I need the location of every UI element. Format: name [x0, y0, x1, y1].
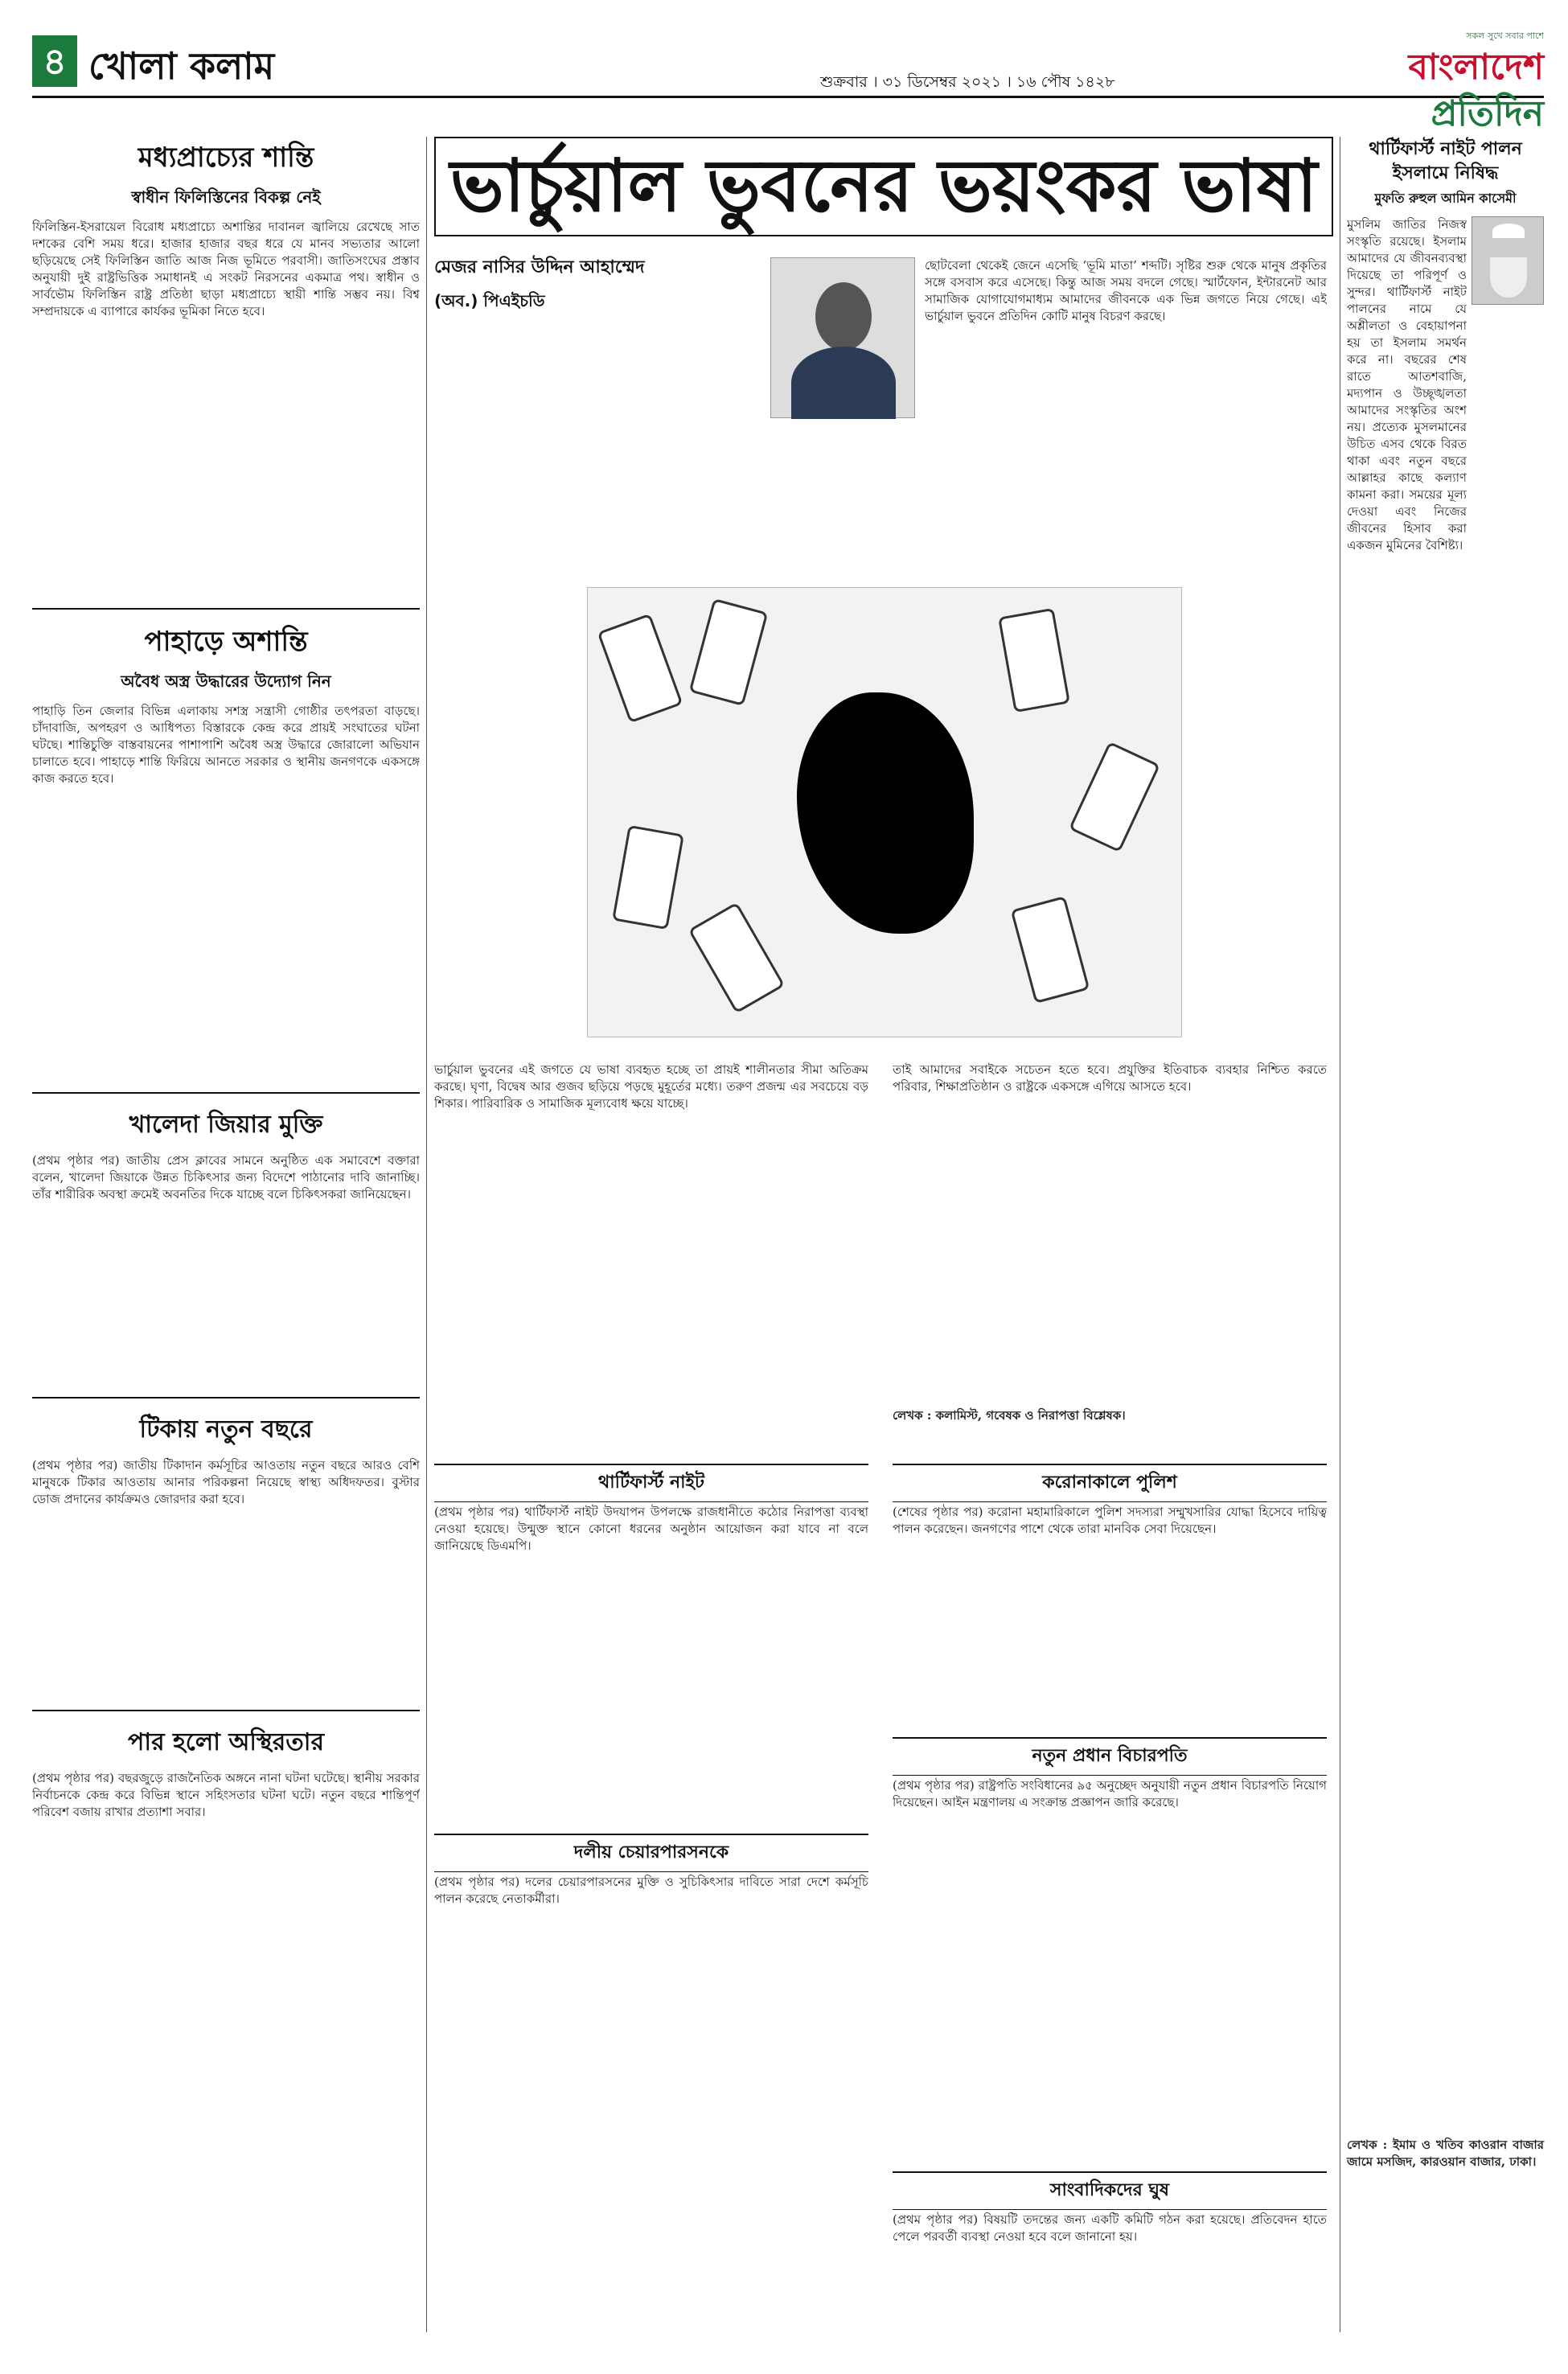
author-note: লেখক : ইমাম ও খতিব কাওরান বাজার জামে মসজিদ, কারওয়ান বাজার, ঢাকা। — [1347, 2138, 1544, 2169]
article-title: পাহাড়ে অশান্তি — [144, 626, 308, 658]
article-body: (প্রথম পৃষ্ঠার পর) থার্টিফার্স্ট নাইট উদযাপন উপলক্ষে রাজধানীতে কঠোর নিরাপত্তা ব্যবস্থা নেওয়া হয়েছে। উন্মুক্ত স্থানে কোনো ধরনের অনুষ্ঠান আয়োজন করা যাবে না বলে জানিয়েছে ডিএমপি। — [434, 1505, 868, 1553]
author-photo — [770, 257, 915, 418]
article-body: (শেষের পৃষ্ঠার পর) করোনা মহামারিকালে পুলিশ সদস্যরা সম্মুখসারির যোদ্ধা হিসেবে দায়িত্ব পালন করেছেন। জনগণের পাশে থেকে তারা মানবিক সেবা দিয়েছেন। — [893, 1505, 1327, 1536]
article-title: পার হলো অস্থিরতার — [128, 1728, 324, 1756]
divider — [32, 608, 420, 610]
logo-text: বাংলাদেশ প্রতিদিন — [1408, 47, 1544, 134]
phone-icon — [597, 614, 683, 724]
article-body: (প্রথম পৃষ্ঠার পর) দলের চেয়ারপারসনের মুক্তি ও সুচিকিৎসার দাবিতে সারা দেশে কর্মসূচি পালন করেছে নেতাকর্মীরা। — [434, 1875, 868, 1906]
main-headline: ভার্চুয়াল ভুবনের ভয়ংকর ভাষা — [434, 137, 1333, 236]
article-body: মুসলিম জাতির নিজস্ব সংস্কৃতি রয়েছে। ইসলাম আমাদের যে জীবনব্যবস্থা দিয়েছে তা পরিপূর্ণ ও সুন্দর। থার্টিফার্স্ট নাইট পালনের নামে যে অশ্লীলতা ও বেহায়াপনা হয় তা ইসলাম সমর্থন করে না। বছরের শেষ রাতে আতশবাজি, মদ্যপান ও উচ্ছৃঙ্খলতা আমাদের সংস্কৃতির অংশ নয়। প্রত্যেক মুসলমানের উচিত এসব থেকে বিরত থাকা এবং নতুন বছরে আল্লাহর কাছে কল্যাণ কামনা করা। সময়ের মূল্য দেওয়া এবং নিজের জীবনের হিসাব করা একজন মুমিনের বৈশিষ্ট্য। — [1347, 217, 1467, 552]
main-column — [434, 137, 1333, 2332]
article-title: নতুন প্রধান বিচারপতি — [893, 1737, 1327, 1776]
head-silhouette-icon — [797, 692, 974, 934]
article-title: থার্টিফার্স্ট নাইট পালন ইসলামে নিষিদ্ধ — [1369, 138, 1522, 183]
article-body: ভার্চুয়াল ভুবনের এই জগতে যে ভাষা ব্যবহৃত হচ্ছে তা প্রায়ই শালীনতার সীমা অতিক্রম করছে। ঘৃণা, বিদ্বেষ আর গুজব ছড়িয়ে পড়ছে মুহূর্তের মধ্যে। তরুণ প্রজন্ম এর সবচেয়ে বড় শিকার। পারিবারিক ও সামাজিক মূল্যবোধ ক্ষয়ে যাচ্ছে। — [434, 1062, 868, 1111]
author-name: মেজর নাসির উদ্দিন আহাম্মেদ — [434, 257, 645, 277]
article-title: থার্টিফার্স্ট নাইট — [434, 1464, 868, 1502]
author-rank: (অব.) পিএইচডি — [434, 291, 545, 310]
left-column — [32, 137, 420, 2172]
article-subtitle: স্বাধীন ফিলিস্তিনের বিকল্প নেই — [131, 187, 321, 207]
phone-icon — [612, 825, 684, 930]
page-number: ৪ — [32, 35, 77, 87]
newspaper-logo — [1303, 29, 1544, 134]
author-photo — [1472, 216, 1544, 305]
article-title: মধ্যপ্রাচ্যের শান্তি — [138, 142, 314, 174]
section-title: খোলা কলাম — [88, 44, 275, 88]
article-body: (প্রথম পৃষ্ঠার পর) জাতীয় প্রেস ক্লাবের সামনে অনুষ্ঠিত এক সমাবেশে বক্তারা বলেন, খালেদা জিয়াকে উন্নত চিকিৎসার জন্য বিদেশে পাঠানোর দাবি জানাচ্ছি। তাঁর শারীরিক অবস্থা ক্রমেই অবনতির দিকে যাচ্ছে বলে চিকিৎসকরা জানিয়েছেন। — [32, 1153, 420, 1201]
article-body: তাই আমাদের সবাইকে সচেতন হতে হবে। প্রযুক্তির ইতিবাচক ব্যবহার নিশ্চিত করতে পরিবার, শিক্ষাপ্রতিষ্ঠান ও রাষ্ট্রকে একসঙ্গে এগিয়ে আসতে হবে। — [893, 1062, 1327, 1094]
phones-illustration — [587, 587, 1182, 1037]
divider — [32, 1710, 420, 1711]
article-title: সাংবাদিকদের ঘুষ — [893, 2171, 1327, 2210]
author-note: লেখক : কলামিস্ট, গবেষক ও নিরাপত্তা বিশ্লেষক। — [893, 1408, 1126, 1423]
column-divider — [426, 137, 427, 2332]
phone-icon — [688, 902, 786, 1014]
masthead — [32, 29, 1544, 134]
article-title: দলীয় চেয়ারপারসনকে — [434, 1834, 868, 1872]
article-body: (প্রথম পৃষ্ঠার পর) বছরজুড়ে রাজনৈতিক অঙ্গনে নানা ঘটনা ঘটেছে। স্থানীয় সরকার নির্বাচনকে কেন্দ্র করে বিভিন্ন স্থানে সহিংসতার ঘটনা ঘটে। নতুন বছরে শান্তিপূর্ণ পরিবেশ বজায় রাখার প্রত্যাশা সবার। — [32, 1771, 420, 1819]
phone-icon — [1069, 741, 1160, 852]
right-column — [1347, 137, 1544, 2171]
phone-icon — [1011, 896, 1090, 1004]
article-author: মুফতি রুহুল আমিন কাসেমী — [1374, 191, 1517, 206]
article-title: খালেদা জিয়ার মুক্তি — [129, 1111, 323, 1139]
byline — [434, 253, 772, 316]
article-body: ছোটবেলা থেকেই জেনে এসেছি ‘ভূমি মাতা’ শব্দটি। সৃষ্টির শুরু থেকে মানুষ প্রকৃতির সঙ্গে বসবাস করে এসেছে। কিন্তু আজ সময় বদলে গেছে। স্মার্টফোন, ইন্টারনেট আর সামাজিক যোগাযোগমাধ্যম আমাদের জীবনকে এক ভিন্ন জগতে নিয়ে গেছে। এই ভার্চুয়াল ভুবনে প্রতিদিন কোটি মানুষ বিচরণ করছে। — [925, 258, 1327, 323]
article-body: ফিলিস্তিন-ইসরায়েল বিরোধ মধ্যপ্রাচ্যে অশান্তির দাবানল জ্বালিয়ে রেখেছে সাত দশকের বেশি সময় ধরে। হাজার হাজার বছর ধরে যে মানব সভ্যতার আলো ছড়িয়েছে সেই ফিলিস্তিন জাতি আজ নিজ ভূমিতে পরবাসী। জাতিসংঘের প্রস্তাব অনুযায়ী দুই রাষ্ট্রভিত্তিক সমাধানই এ সংকট নিরসনের একমাত্র পথ। স্বাধীন ও সার্বভৌম ফিলিস্তিন রাষ্ট্র প্রতিষ্ঠা ছাড়া মধ্যপ্রাচ্যে স্থায়ী শান্তি সম্ভব নয়। বিশ্ব সম্প্রদায়কে এ ব্যাপারে কার্যকর ভূমিকা নিতে হবে। — [32, 220, 420, 318]
divider — [32, 1397, 420, 1399]
article-subtitle: অবৈধ অস্ত্র উদ্ধারের উদ্যোগ নিন — [121, 672, 331, 691]
article-body: (প্রথম পৃষ্ঠার পর) রাষ্ট্রপতি সংবিধানের ৯৫ অনুচ্ছেদ অনুযায়ী নতুন প্রধান বিচারপতি নিয়োগ দিয়েছেন। আইন মন্ত্রণালয় এ সংক্রান্ত প্রজ্ঞাপন জারি করেছে। — [893, 1778, 1327, 1809]
article-body: (প্রথম পৃষ্ঠার পর) জাতীয় টিকাদান কর্মসূচির আওতায় নতুন বছরে আরও বেশি মানুষকে টিকার আওতায় আনার পরিকল্পনা নিয়েছে স্বাস্থ্য অধিদফতর। বুস্টার ডোজ প্রদানের কার্যক্রমও জোরদার করা হবে। — [32, 1458, 420, 1506]
article-body: পাহাড়ি তিন জেলার বিভিন্ন এলাকায় সশস্ত্র সন্ত্রাসী গোষ্ঠীর তৎপরতা বাড়ছে। চাঁদাবাজি, অপহরণ ও আধিপত্য বিস্তারকে কেন্দ্র করে প্রায়ই সংঘাতের ঘটনা ঘটছে। শান্তিচুক্তি বাস্তবায়নের পাশাপাশি অবৈধ অস্ত্র উদ্ধারে জোরালো অভিযান চালাতে হবে। পাহাড়ে শান্তি ফিরিয়ে আনতে সরকার ও স্থানীয় জনগণকে একসঙ্গে কাজ করতে হবে। — [32, 704, 420, 786]
logo-tagline: সকল সুখে সবার পাশে — [1466, 31, 1544, 41]
article-title: টিকায় নতুন বছরে — [139, 1415, 313, 1444]
article-title: করোনাকালে পুলিশ — [893, 1464, 1327, 1502]
divider — [32, 1092, 420, 1094]
article-body: (প্রথম পৃষ্ঠার পর) বিষয়টি তদন্তের জন্য একটি কমিটি গঠন করা হয়েছে। প্রতিবেদন হাতে পেলে পরবর্তী ব্যবস্থা নেওয়া হবে বলে জানানো হয়। — [893, 2212, 1327, 2244]
phone-icon — [998, 608, 1070, 713]
phone-icon — [689, 598, 769, 706]
dateline: শুক্রবার । ৩১ ডিসেম্বর ২০২১ । ১৬ পৌষ ১৪২৮ — [820, 73, 1115, 91]
